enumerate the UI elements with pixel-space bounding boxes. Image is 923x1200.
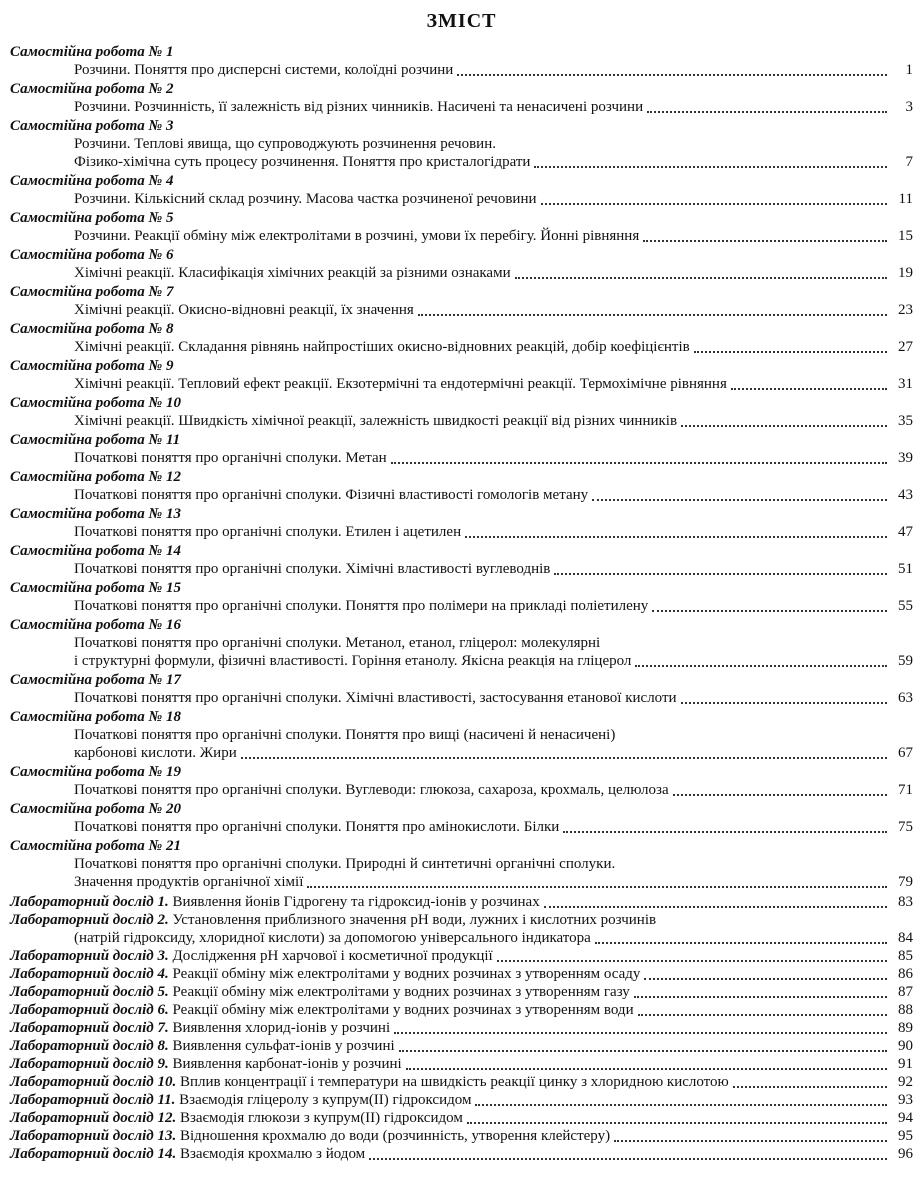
page-number: 92 — [898, 1074, 913, 1090]
toc-entry[interactable] — [10, 542, 913, 578]
entry-title: Початкові поняття про органічні сполуки. Вуглеводи: глюкоза, сахароза, крохмаль, целюлоза — [74, 782, 669, 798]
dot-leader — [554, 572, 887, 575]
entry-title: Розчини. Кількісний склад розчину. Масова частка розчиненої речовини — [74, 191, 537, 207]
entry-title: Розчини. Реакції обміну між електролітами в розчині, умови їх перебігу. Йонні рівняння — [74, 228, 640, 244]
page-number: 23 — [898, 302, 913, 318]
work-heading: Самостійна робота № 7 — [10, 284, 174, 300]
lab-entry[interactable] — [10, 983, 913, 1001]
entry-title: Розчини. Поняття про дисперсні системи, колоїдні розчини — [74, 62, 454, 78]
dot-leader — [475, 1103, 887, 1106]
toc-entry[interactable] — [10, 283, 913, 319]
page-number: 88 — [898, 1002, 913, 1018]
lab-text: Відношення крохмалю до води (розчинність, утворення клейстеру) — [179, 1128, 611, 1144]
dot-leader — [595, 941, 887, 944]
lab-title — [10, 1109, 463, 1127]
page-number: 93 — [898, 1092, 913, 1108]
toc-entry[interactable] — [10, 431, 913, 467]
dot-leader — [406, 1067, 887, 1070]
lab-title — [10, 1127, 610, 1145]
dot-leader — [465, 535, 887, 538]
toc-entry[interactable] — [10, 357, 913, 393]
page-number: 51 — [898, 561, 913, 577]
work-heading: Самостійна робота № 12 — [10, 469, 181, 485]
page-number: 7 — [905, 154, 913, 170]
lab-entry[interactable] — [10, 1055, 913, 1073]
entry-title: Початкові поняття про органічні сполуки. Хімічні властивості, застосування етанової кислоти — [74, 690, 677, 706]
lab-name: Лабораторний дослід 8. — [10, 1038, 169, 1054]
entry-line — [10, 264, 913, 282]
entry-line — [10, 412, 913, 430]
lab-entry[interactable] — [10, 1091, 913, 1109]
entry-line — [10, 597, 913, 615]
dot-leader — [399, 1049, 887, 1052]
toc-entry[interactable] — [10, 763, 913, 799]
work-heading: Самостійна робота № 8 — [10, 321, 174, 337]
dot-leader — [467, 1121, 887, 1124]
entry-line — [10, 726, 913, 744]
entry-line — [10, 190, 913, 208]
dot-leader — [614, 1139, 887, 1142]
lab-title — [10, 1055, 402, 1073]
lab-name: Лабораторний дослід 6. — [10, 1002, 169, 1018]
lab-title — [10, 1001, 634, 1019]
lab-entry[interactable] — [10, 911, 913, 947]
dot-leader — [634, 995, 887, 998]
lab-list — [10, 893, 913, 1163]
work-heading: Самостійна робота № 5 — [10, 210, 174, 226]
lab-title — [10, 947, 493, 965]
lab-title — [10, 1019, 390, 1037]
lab-line — [10, 1127, 913, 1145]
work-heading: Самостійна робота № 9 — [10, 358, 174, 374]
page-number: 95 — [898, 1128, 913, 1144]
dot-leader — [515, 276, 887, 279]
page-number: 84 — [898, 930, 913, 946]
lab-title — [10, 965, 640, 983]
page-number: 1 — [905, 62, 913, 78]
entry-title: Початкові поняття про органічні сполуки. Поняття про полімери на прикладі поліетилену — [74, 598, 649, 614]
lab-line — [10, 1001, 913, 1019]
entry-title: Початкові поняття про органічні сполуки. Поняття про вищі (насичені й ненасичені) — [74, 727, 616, 743]
entry-line — [10, 781, 913, 799]
page-number: 96 — [898, 1146, 913, 1162]
dot-leader — [497, 959, 887, 962]
dot-leader — [673, 793, 887, 796]
entry-line — [10, 855, 913, 873]
lab-entry[interactable] — [10, 1019, 913, 1037]
lab-name: Лабораторний дослід 12. — [10, 1110, 177, 1126]
lab-text: Дослідження pH харчової і косметичної продукції — [172, 948, 493, 964]
lab-text: Виявлення хлорид-іонів у розчині — [172, 1020, 391, 1036]
entry-line — [10, 375, 913, 393]
work-heading: Самостійна робота № 21 — [10, 838, 181, 854]
lab-entry[interactable] — [10, 1037, 913, 1055]
toc-entry[interactable] — [10, 172, 913, 208]
entry-line — [10, 135, 913, 153]
entry-title: Початкові поняття про органічні сполуки. Поняття про амінокислоти. Білки — [74, 819, 560, 835]
page-number: 55 — [898, 598, 913, 614]
toc-entry[interactable] — [10, 468, 913, 504]
page-number: 31 — [898, 376, 913, 392]
entry-line — [10, 652, 913, 670]
page-number: 19 — [898, 265, 913, 281]
entry-title: і структурні формули, фізичні властивості. Горіння етанолу. Якісна реакція на гліцерол — [74, 653, 632, 669]
dot-leader — [592, 498, 887, 501]
entry-line — [10, 301, 913, 319]
lab-text: Виявлення сульфат-іонів у розчині — [172, 1038, 395, 1054]
toc-entry[interactable] — [10, 209, 913, 245]
entry-title: Початкові поняття про органічні сполуки. Метанол, етанол, гліцерол: молекулярні — [74, 635, 601, 651]
dot-leader — [731, 387, 887, 390]
dot-leader — [534, 165, 887, 168]
dot-leader — [457, 73, 887, 76]
lab-line — [10, 893, 913, 911]
page-number: 71 — [898, 782, 913, 798]
lab-name: Лабораторний дослід 14. — [10, 1146, 177, 1162]
lab-line — [10, 929, 913, 947]
lab-title — [10, 1145, 365, 1163]
toc-entry[interactable] — [10, 117, 913, 171]
lab-entry[interactable] — [10, 1001, 913, 1019]
page-number: 47 — [898, 524, 913, 540]
lab-title — [10, 1037, 395, 1055]
lab-text: Виявлення йонів Гідрогену та гідроксид-іонів у розчинах — [172, 894, 540, 910]
entry-title: Значення продуктів органічної хімії — [74, 874, 304, 890]
dot-leader — [391, 461, 887, 464]
entry-line — [10, 689, 913, 707]
work-heading: Самостійна робота № 10 — [10, 395, 181, 411]
entry-title: Початкові поняття про органічні сполуки. Метан — [74, 450, 387, 466]
lab-entry[interactable] — [10, 1073, 913, 1091]
entry-title: Початкові поняття про органічні сполуки. Етилен і ацетилен — [74, 524, 462, 540]
lab-entry[interactable] — [10, 947, 913, 965]
lab-text: Виявлення карбонат-іонів у розчині — [172, 1056, 402, 1072]
entry-line — [10, 61, 913, 79]
entry-title: Фізико-хімічна суть процесу розчинення. Поняття про кристалогідрати — [74, 154, 531, 170]
work-heading: Самостійна робота № 16 — [10, 617, 181, 633]
lab-line — [10, 965, 913, 983]
work-heading: Самостійна робота № 14 — [10, 543, 181, 559]
entry-line — [10, 227, 913, 245]
toc-entry[interactable] — [10, 579, 913, 615]
entry-title: Хімічні реакції. Складання рівнянь найпростіших окисно-відновних реакцій, добір коефіцієнтів — [74, 339, 690, 355]
lab-title — [10, 893, 540, 911]
lab-line — [10, 1145, 913, 1163]
page-number: 63 — [898, 690, 913, 706]
dot-leader — [544, 905, 887, 908]
dot-leader — [694, 350, 887, 353]
entry-line — [10, 634, 913, 652]
dot-leader — [681, 701, 887, 704]
dot-leader — [563, 830, 887, 833]
entry-line — [10, 449, 913, 467]
lab-line — [10, 1109, 913, 1127]
entry-line — [10, 873, 913, 891]
work-heading: Самостійна робота № 13 — [10, 506, 181, 522]
dot-leader — [652, 609, 887, 612]
dot-leader — [647, 110, 887, 113]
lab-entry[interactable] — [10, 1127, 913, 1145]
lab-text: Взаємодія глюкози з купрум(II) гідроксидом — [179, 1110, 463, 1126]
entry-title: Хімічні реакції. Тепловий ефект реакції. Екзотермічні та ендотермічні реакції. Термохімічне рівняння — [74, 376, 727, 392]
work-heading: Самостійна робота № 17 — [10, 672, 181, 688]
toc-entry[interactable] — [10, 246, 913, 282]
toc-list — [0, 43, 923, 1163]
work-heading: Самостійна робота № 4 — [10, 173, 174, 189]
lab-text: Реакції обміну між електролітами у водних розчинах з утворенням води — [172, 1002, 634, 1018]
lab-name: Лабораторний дослід 10. — [10, 1074, 177, 1090]
work-heading: Самостійна робота № 3 — [10, 118, 174, 134]
page-number: 27 — [898, 339, 913, 355]
dot-leader — [733, 1085, 887, 1088]
work-heading: Самостійна робота № 6 — [10, 247, 174, 263]
dot-leader — [369, 1157, 887, 1160]
work-heading: Самостійна робота № 20 — [10, 801, 181, 817]
toc-entry[interactable] — [10, 505, 913, 541]
entry-title: Розчини. Розчинність, її залежність від різних чинників. Насичені та ненасичені розчини — [74, 99, 644, 115]
lab-name: Лабораторний дослід 3. — [10, 948, 169, 964]
entry-title: Початкові поняття про органічні сполуки. Хімічні властивості вуглеводнів — [74, 561, 551, 577]
entry-title: Початкові поняття про органічні сполуки. Фізичні властивості гомологів метану — [74, 487, 589, 503]
work-heading: Самостійна робота № 15 — [10, 580, 181, 596]
lab-title — [10, 1073, 729, 1091]
lab-name: Лабораторний дослід 7. — [10, 1020, 169, 1036]
page-number: 35 — [898, 413, 913, 429]
lab-name: Лабораторний дослід 13. — [10, 1128, 177, 1144]
page-number: 15 — [898, 228, 913, 244]
lab-line — [10, 1019, 913, 1037]
entry-title: Хімічні реакції. Класифікація хімічних реакцій за різними ознаками — [74, 265, 511, 281]
dot-leader — [541, 202, 887, 205]
page-number: 89 — [898, 1020, 913, 1036]
work-heading: Самостійна робота № 2 — [10, 81, 174, 97]
lab-line — [10, 1073, 913, 1091]
lab-entry[interactable] — [10, 1145, 913, 1163]
dot-leader — [418, 313, 887, 316]
toc-entry[interactable] — [10, 708, 913, 762]
lab-title — [10, 1091, 471, 1109]
work-heading: Самостійна робота № 1 — [10, 44, 174, 60]
lab-entry[interactable] — [10, 965, 913, 983]
entry-title: Розчини. Теплові явища, що супроводжують розчинення речовин. — [74, 136, 496, 152]
work-heading: Самостійна робота № 19 — [10, 764, 181, 780]
lab-title — [74, 929, 591, 947]
toc-entry[interactable] — [10, 43, 913, 79]
lab-line — [10, 1037, 913, 1055]
dot-leader — [394, 1031, 887, 1034]
lab-title — [10, 911, 656, 929]
lab-entry[interactable] — [10, 893, 913, 911]
dot-leader — [635, 664, 887, 667]
page-number: 67 — [898, 745, 913, 761]
entry-title: Хімічні реакції. Швидкість хімічної реакції, залежність швидкості реакції від різних чинників — [74, 413, 678, 429]
toc-entry[interactable] — [10, 800, 913, 836]
entry-line — [10, 153, 913, 171]
lab-name: Лабораторний дослід 1. — [10, 894, 169, 910]
entry-line — [10, 560, 913, 578]
page-number: 83 — [898, 894, 913, 910]
lab-line — [10, 983, 913, 1001]
lab-text: Реакції обміну між електролітами у водних розчинах з утворенням осаду — [172, 966, 641, 982]
toc-entry[interactable] — [10, 394, 913, 430]
lab-text: Установлення приблизного значення pH води, лужних і кислотних розчинів — [172, 912, 657, 928]
lab-text: Взаємодія крохмалю з йодом — [179, 1146, 366, 1162]
toc-entry[interactable] — [10, 837, 913, 891]
entry-line — [10, 486, 913, 504]
work-heading: Самостійна робота № 18 — [10, 709, 181, 725]
lab-line — [10, 1091, 913, 1109]
lab-entry[interactable] — [10, 1109, 913, 1127]
page-number: 39 — [898, 450, 913, 466]
page-number: 91 — [898, 1056, 913, 1072]
lab-name: Лабораторний дослід 4. — [10, 966, 169, 982]
entry-line — [10, 523, 913, 541]
entry-line — [10, 744, 913, 762]
page-number: 11 — [898, 191, 913, 207]
lab-name: Лабораторний дослід 5. — [10, 984, 169, 1000]
dot-leader — [638, 1013, 887, 1016]
dot-leader — [241, 756, 887, 759]
entry-line — [10, 818, 913, 836]
page-number: 3 — [905, 99, 913, 115]
page-number: 94 — [898, 1110, 913, 1126]
page-number: 87 — [898, 984, 913, 1000]
page-number: 79 — [898, 874, 913, 890]
dot-leader — [681, 424, 887, 427]
lab-line — [10, 1055, 913, 1073]
lab-line — [10, 911, 913, 929]
entry-line — [10, 98, 913, 116]
dot-leader — [643, 239, 887, 242]
page-title: ЗМІСТ — [426, 10, 497, 32]
lab-title — [10, 983, 630, 1001]
lab-name: Лабораторний дослід 11. — [10, 1092, 176, 1108]
page-number: 59 — [898, 653, 913, 669]
dot-leader — [644, 977, 887, 980]
lab-name: Лабораторний дослід 2. — [10, 912, 169, 928]
entry-title: карбонові кислоти. Жири — [74, 745, 237, 761]
entry-title: Початкові поняття про органічні сполуки. Природні й синтетичні органічні сполуки. — [74, 856, 616, 872]
lab-name: Лабораторний дослід 9. — [10, 1056, 169, 1072]
work-heading: Самостійна робота № 11 — [10, 432, 181, 448]
page-number: 75 — [898, 819, 913, 835]
lab-text: Вплив концентрації і температури на швидкість реакції цинку з хлоридною кислотою — [179, 1074, 729, 1090]
toc-entry[interactable] — [10, 671, 913, 707]
toc-entry[interactable] — [10, 80, 913, 116]
toc-entry[interactable] — [10, 616, 913, 670]
page-number: 90 — [898, 1038, 913, 1054]
lab-text: Взаємодія гліцеролу з купрум(II) гідроксидом — [179, 1092, 472, 1108]
entry-line — [10, 338, 913, 356]
page-number: 43 — [898, 487, 913, 503]
dot-leader — [307, 885, 887, 888]
entry-title: Хімічні реакції. Окисно-відновні реакції, їх значення — [74, 302, 414, 318]
lab-text: (натрій гідроксиду, хлоридної кислоти) за допомогою універсального індикатора — [74, 930, 591, 946]
lab-text: Реакції обміну між електролітами у водних розчинах з утворенням газу — [172, 984, 630, 1000]
page-number: 85 — [898, 948, 913, 964]
page-number: 86 — [898, 966, 913, 982]
toc-entry[interactable] — [10, 320, 913, 356]
lab-line — [10, 947, 913, 965]
